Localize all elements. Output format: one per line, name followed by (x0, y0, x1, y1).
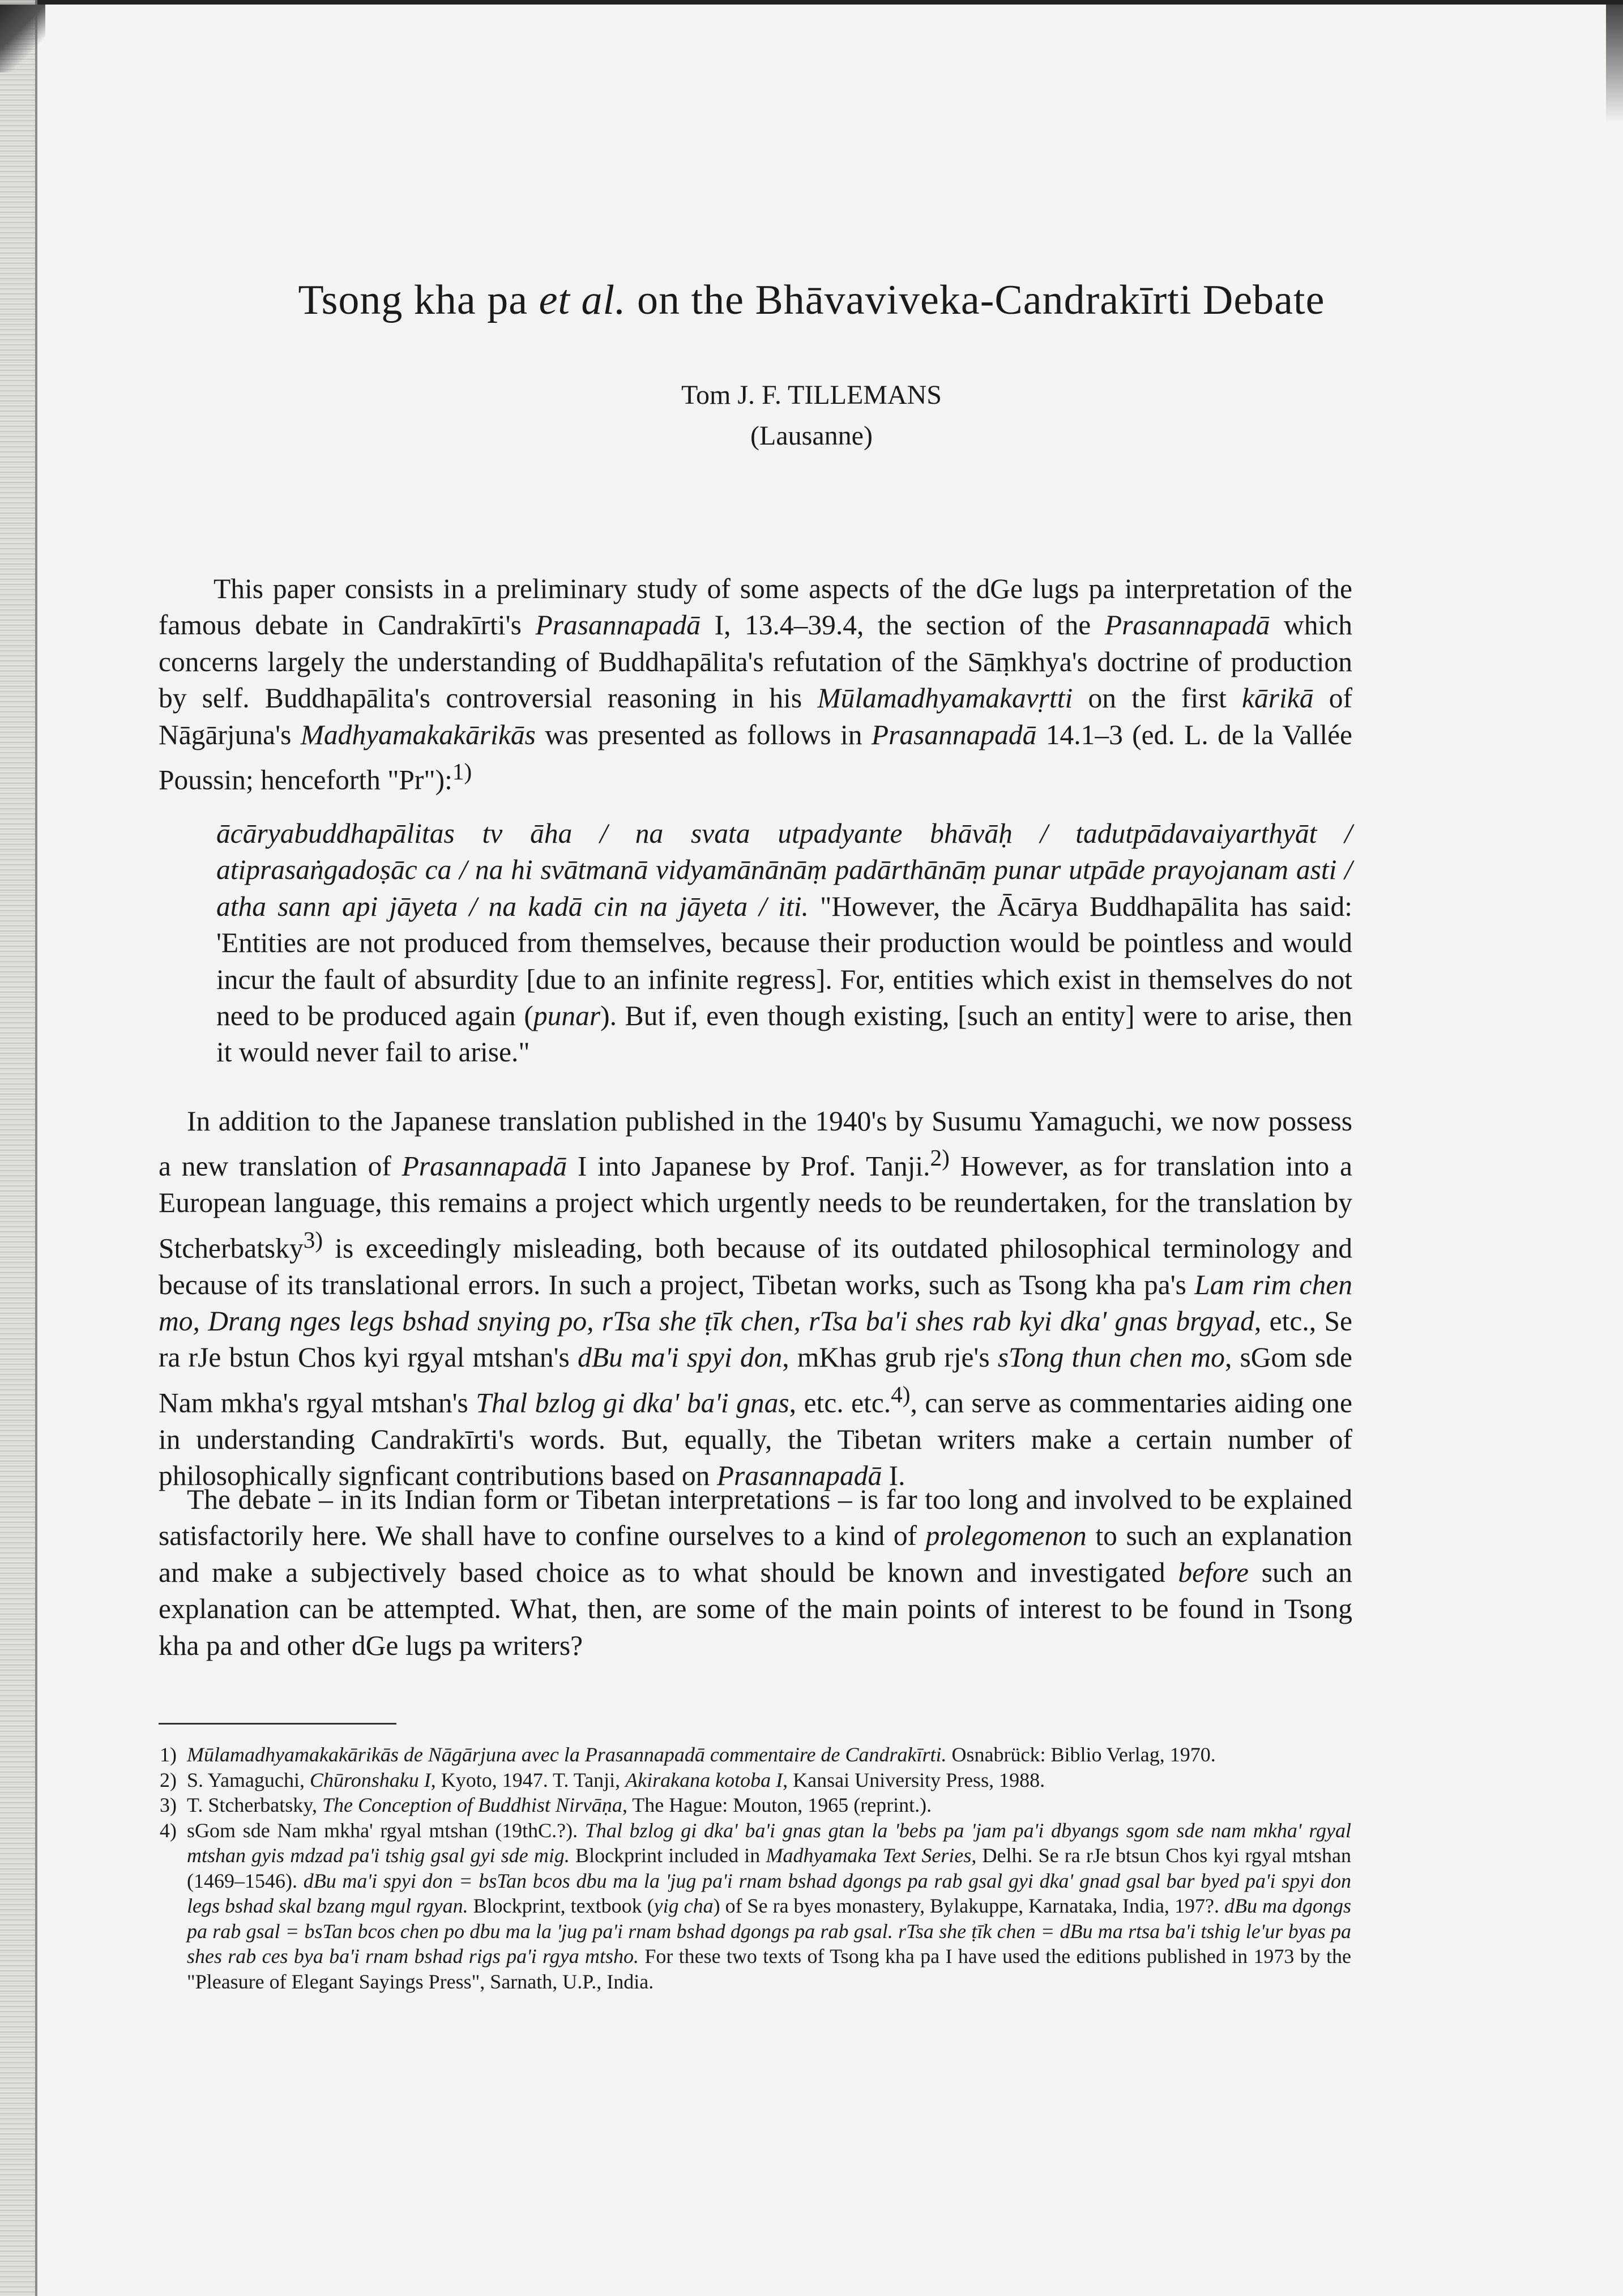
footnote-ref-4: 4) (891, 1381, 911, 1407)
author-affiliation: (Lausanne) (750, 421, 873, 451)
footnote-4 (160, 1818, 1351, 1995)
footnote-text: T. Stcherbatsky, The Conception of Buddhist Nirvāṇa, The Hague: Mouton, 1965 (reprint.). (187, 1794, 932, 1816)
paragraph-3: The debate – in its Indian form or Tibetan interpretations – is far too long and involved to be explained satisfactorily here. We shall have to confine ourselves to a kind of prolegomenon to such an explanation and make a subjectively based choice as to what should be known and investigated before such an explanation can be attempted. What, then, are some of the main points of interest to be found in Tsong kha pa and other dGe lugs pa writers? (159, 1484, 1352, 1661)
footnote-ref-2: 2) (930, 1145, 950, 1171)
footnote-number: 1) (160, 1743, 177, 1766)
paragraph-2: In addition to the Japanese translation published in the 1940's by Susumu Yamaguchi, we now possess a new translation of Prasannapadā I into Japanese by Prof. Tanji.$^{2)}$ However, as for translation into a European language, this remains a project which urgently needs to be reundertaken, for the translation by Stcherbatsky$^{3)}$ is exceedingly misleading, both because of its outdated philosophical terminology and because of its translational errors. In such a project, Tibetan works, such as Tsong kha pa's Lam rim chen mo, Drang nges legs bshad snying po, rTsa she ṭīk chen, rTsa ba'i shes rab kyi dka' gnas brgyad, etc., Se ra rJe bstun Chos kyi rgyal mtshan's dBu ma'i spyi don, mKhas grub rje's sTong thun chen mo, sGom sde Nam mkha's rgyal mtshan's Thal bzlog gi dka' ba'i gnas, etc. etc.$^{4)}$, can serve as commentaries aiding one in understanding Candrakīrti's words. But, equally, the Tibetan writers make a certain number of philosophically signficant contributions based on Prasannapadā I. (159, 1106, 1352, 1492)
footnote-text: Mūlamadhyamakakārikās de Nāgārjuna avec la Prasannapadā commentaire de Candrakīrti. Osnabrück: Biblio Verlag, 1970. (187, 1743, 1216, 1766)
scan-top-border (0, 0, 1623, 5)
title-part1: Tsong kha pa (298, 277, 528, 323)
footnote-divider (159, 1723, 396, 1725)
title-part2: on the Bhāvaviveka-Candrakīrti Debate (637, 277, 1325, 323)
footnote-ref-3: 3) (303, 1226, 323, 1253)
scan-binding-edge (0, 0, 37, 2296)
footnote-text: S. Yamaguchi, Chūronshaku I, Kyoto, 1947. T. Tanji, Akirakana kotoba I, Kansai University Press, 1988. (187, 1768, 1045, 1791)
article-title (0, 276, 1623, 325)
footnotes (160, 1742, 1351, 1994)
block-quote: ācāryabuddhapālitas tv āha / na svata utpadyante bhāvāḥ / tadutpādavaiyarthyāt / atiprasaṅgadoṣāc ca / na hi svātmanā vidyamānānāṃ padārthānāṃ punar utpāde prayojanam asti / atha sann api jāyeta / na kadā cin na jāyeta / iti. "However, the Ācārya Buddhapālita has said: 'Entities are not produced from themselves, because their production would be pointless and would incur the fault of absurdity [due to an infinite regress]. For, entities which exist in themselves do not need to be produced again (punar). But if, even though existing, [such an entity] were to arise, then it would never fail to arise." (216, 818, 1352, 1068)
sanskrit-quote: ācāryabuddhapālitas tv āha / na svata utpadyante bhāvāḥ / tadutpādavaiyarthyāt / atiprasaṅgadoṣāc ca / na hi svātmanā vidyamānānāṃ padārthānāṃ punar utpāde prayojanam asti / atha sann api jāyeta / na kadā cin na jāyeta / iti. (216, 818, 1352, 922)
footnote-2 (160, 1768, 1351, 1793)
paragraph-1: This paper consists in a preliminary study of some aspects of the dGe lugs pa interpretation of the famous debate in Candrakīrti's Prasannapadā I, 13.4–39.4, the section of the Prasannapadā which concerns largely the understanding of Buddhapālita's refutation of the Sāṃkhya's doctrine of production by self. Buddhapālita's controversial reasoning in his Mūlamadhyamakavṛtti on the first kārikā of Nāgārjuna's Madhyamakakārikās was presented as follows in Prasannapadā 14.1–3 (ed. L. de la Vallée Poussin; henceforth "Pr"):$^{1)}$ (159, 573, 1353, 796)
scan-corner-shadow-left (0, 5, 45, 72)
scan-corner-shadow-right (1606, 5, 1623, 123)
footnote-ref-1: 1) (452, 758, 472, 785)
footnote-text: sGom sde Nam mkha' rgyal mtshan (19thC.?). Thal bzlog gi dka' ba'i gnas gtan la 'bebs pa 'jam pa'i dbyangs sgom sde nam mkha' rgyal mtshan gyis mdzad pa'i tshig gsal gyi sde mig. Blockprint included in Madhyamaka Text Series, Delhi. Se ra rJe btsun Chos kyi rgyal mtshan (1469–1546). dBu ma'i spyi don = bsTan bcos dbu ma la 'jug pa'i rnam bshad dgongs pa rab gsal gyi dka' gnad gsal bar byed pa'i spyi don legs bshad skal bzang mgul rgyan. Blockprint, textbook (yig cha) of Se ra byes monastery, Bylakuppe, Karnataka, India, 197?. dBu ma dgongs pa rab gsal = bsTan bcos chen po dbu ma la 'jug pa'i rnam bshad dgongs pa rab gsal. rTsa she ṭīk chen = dBu ma rtsa ba'i tshig le'ur byas pa shes rab ces bya ba'i rnam bshad rigs pa'i rgya mtsho. For these two texts of Tsong kha pa I have used the editions published in 1973 by the "Pleasure of Elegant Sayings Press", Sarnath, U.P., India. (187, 1819, 1352, 1993)
footnote-number: 3) (160, 1794, 177, 1816)
footnote-3 (160, 1793, 1351, 1818)
title-italic: et al. (539, 277, 626, 323)
footnote-1 (160, 1742, 1351, 1768)
footnote-number: 4) (160, 1819, 177, 1842)
footnote-number: 2) (160, 1768, 177, 1791)
author-name: Tom J. F. TILLEMANS (681, 380, 942, 410)
